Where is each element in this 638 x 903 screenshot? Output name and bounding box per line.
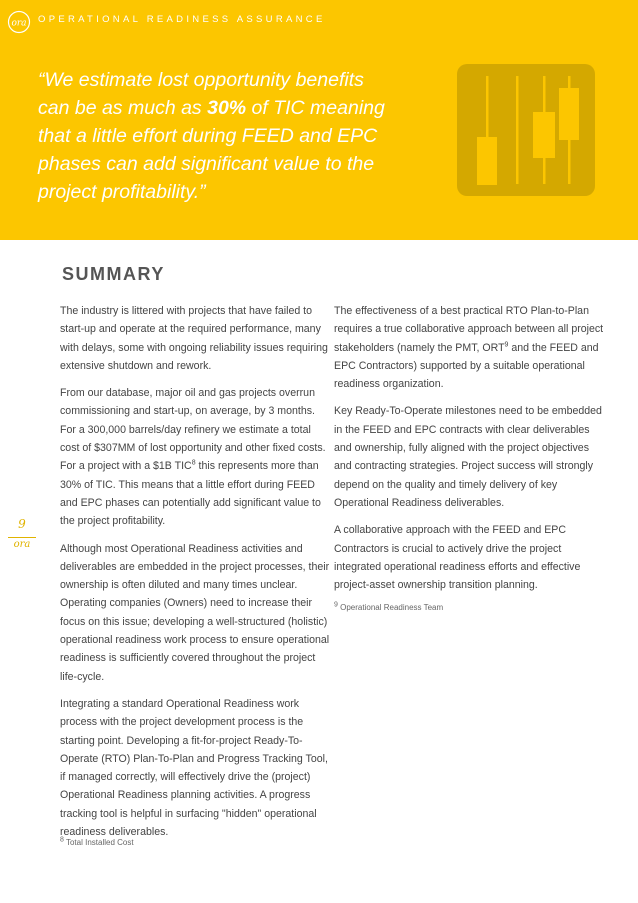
quote-close: of TIC meaning that a little effort during FEED and EPC phases can add significant value to the project profitability.” <box>38 97 385 203</box>
footnote-ref-8: 8 <box>191 459 196 467</box>
left-paragraph-4: Integrating a standard Operational Readiness work process with the project development process is the starting point. Developing a fit-for-project Ready-To-Operate (RTO) Plan-To-Plan and Progress Tracking Tool, if managed correctly, will effectively drive the (project) Operational Readiness planning activities. A progress tracking tool is helpful in surfacing "hidden" operational readiness deliverables. <box>60 697 328 839</box>
footnote-8: $^8$ Total Installed Cost <box>60 836 134 847</box>
right-column <box>334 302 606 603</box>
page-divider <box>8 537 36 538</box>
candlestick-chart-icon <box>457 64 595 196</box>
left-paragraph-2: From our database, major oil and gas projects overrun commissioning and start-up, on average, by 3 months. For a 300,000 barrels/day refinery we estimate a total cost of $307MM of lost opportunity and other fixed costs. For a project with a $1B TIC$^8$ this represents more than 30% of TIC. This means that a little effort during FEED and EPC phases can potentially add significant value to the project profitability. <box>60 387 326 528</box>
right-paragraph-1: The effectiveness of a best practical RTO Plan-to-Plan requires a true collaborative approach between all project stakeholders (namely the PMT, ORT$^9$ and the FEED and EPC Contractors) supported by a suitable operational readiness organization. <box>334 305 604 391</box>
pull-quote <box>38 66 398 206</box>
left-column <box>60 302 330 850</box>
ora-logo-icon <box>6 10 32 34</box>
right-paragraph-3: A collaborative approach with the FEED and EPC Contractors is crucial to actively drive the project integrated operational readiness efforts and effective project-asset ownership transition planning. <box>334 524 581 592</box>
quote-open: “We estimate lost opportunity benefits can be as much as <box>38 69 364 119</box>
left-paragraph-3: Although most Operational Readiness activities and deliverables are embedded in the project processes, their ownership is often diluted and many times unclear. Operating companies (Owners) need to increase their focus on this issue; developing a well-structured (holistic) operational readiness work process to ensure operational readiness is sufficiently covered throughout the project life-cycle. <box>60 542 330 683</box>
right-paragraph-2: Key Ready-To-Operate milestones need to be embedded in the FEED and EPC contracts with clear deliverables and ownership, fully aligned with the project objectives and contracting strategies. Project success will strongly depend on the quality and timely delivery of key Operational Readiness deliverables. <box>334 405 602 509</box>
page-logo: ora <box>13 539 31 550</box>
ora-logo-text: ora <box>11 18 27 29</box>
header-banner <box>0 0 638 240</box>
footnote-9: $^9$ Operational Readiness Team <box>334 601 444 612</box>
quote-highlight: 30% <box>207 97 247 119</box>
left-paragraph-1: The industry is littered with projects that have failed to start-up and operate at the required performance, many with delays, some with ongoing reliability issues requiring extensive shutdown and rework. <box>60 305 328 372</box>
footnote-ref-9: 9 <box>504 341 509 349</box>
header-title: OPERATIONAL READINESS ASSURANCE <box>38 14 326 25</box>
page-number: 9 <box>18 517 26 531</box>
summary-heading: SUMMARY <box>62 264 165 284</box>
